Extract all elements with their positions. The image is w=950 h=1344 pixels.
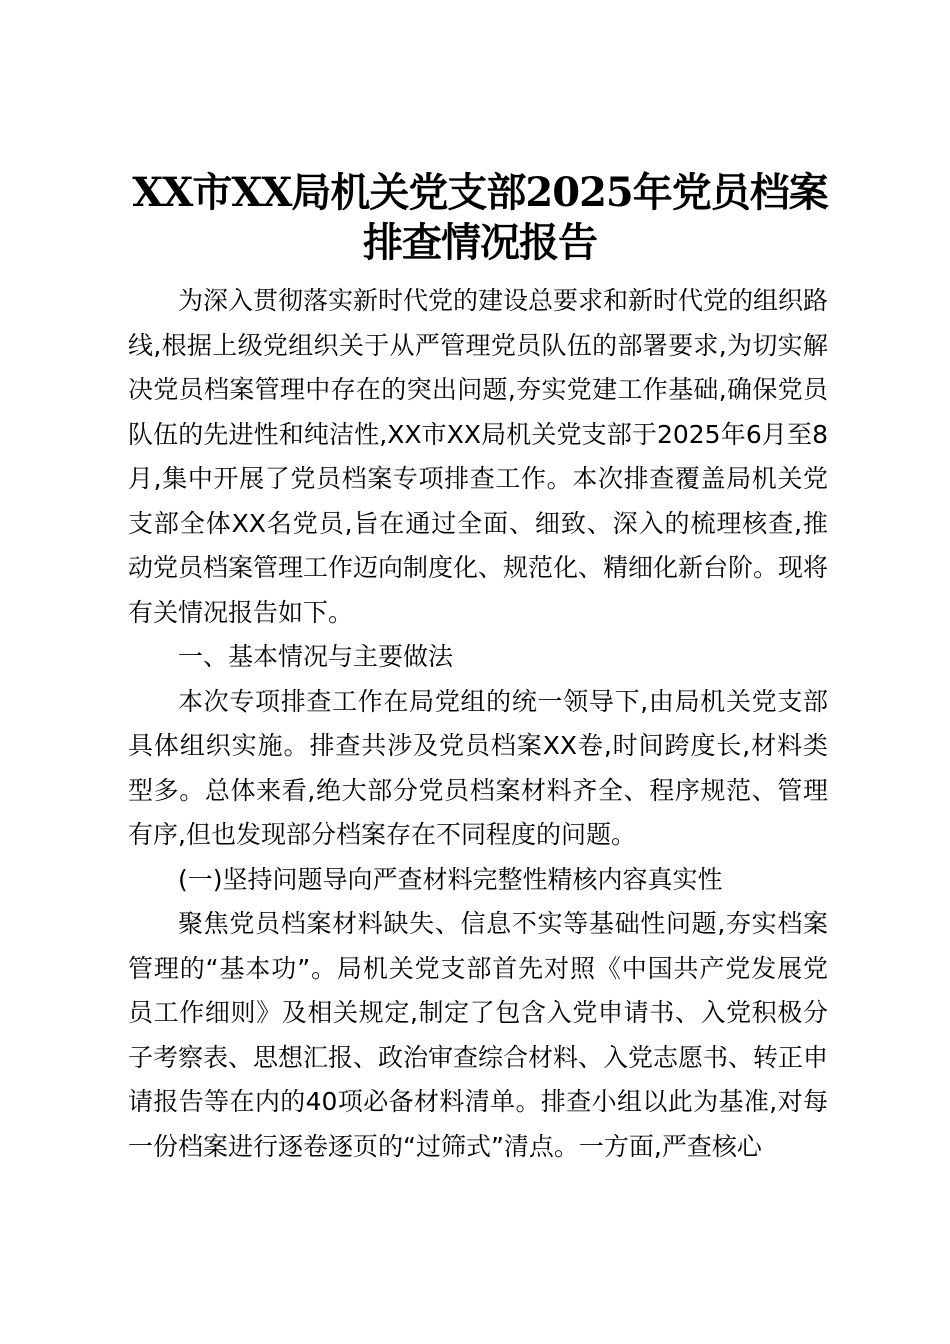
subsection-1-paragraph: 聚焦党员档案材料缺失、信息不实等基础性问题,夯实档案管理的“基本功”。局机关党支部首先对照《中国共产党发展党员工作细则》及相关规定,制定了包含入党申请书、入党积极分子考察表、思想汇报、政治审查综合材料、入党志愿书、转正申请报告等在内的40项必备材料清单。排查小组以此为基准,对每一份档案进行逐卷逐页的“过筛式”清点。一方面,严查核心 — [128, 909, 829, 1161]
document-title-line-1: XX市XX局机关党支部2025年党员档案 — [132, 169, 828, 216]
document-title-line-2: 排查情况报告 — [363, 219, 597, 266]
document-body — [128, 279, 828, 1169]
intro-paragraph: 为深入贯彻落实新时代党的建设总要求和新时代党的组织路线,根据上级党组织关于从严管理党员队伍的部署要求,为切实解决党员档案管理中存在的突出问题,夯实党建工作基础,确保党员队伍的先进性和纯洁性,XX市XX局机关党支部于2025年6月至8月,集中开展了党员档案专项排查工作。本次排查覆盖局机关党支部全体XX名党员,旨在通过全面、细致、深入的梳理核查,推动党员档案管理工作迈向制度化、规范化、精细化新台阶。现将有关情况报告如下。 — [128, 286, 829, 627]
subsection-heading-1: (一)坚持问题导向严查材料完整性精核内容真实性 — [178, 864, 723, 894]
section-1-paragraph: 本次专项排查工作在局党组的统一领导下,由局机关党支部具体组织实施。排查共涉及党员档案XX卷,时间跨度长,材料类型多。总体来看,绝大部分党员档案材料齐全、程序规范、管理有序,但也发现部分档案存在不同程度的问题。 — [128, 686, 828, 849]
section-heading-1: 一、基本情况与主要做法 — [178, 642, 454, 671]
